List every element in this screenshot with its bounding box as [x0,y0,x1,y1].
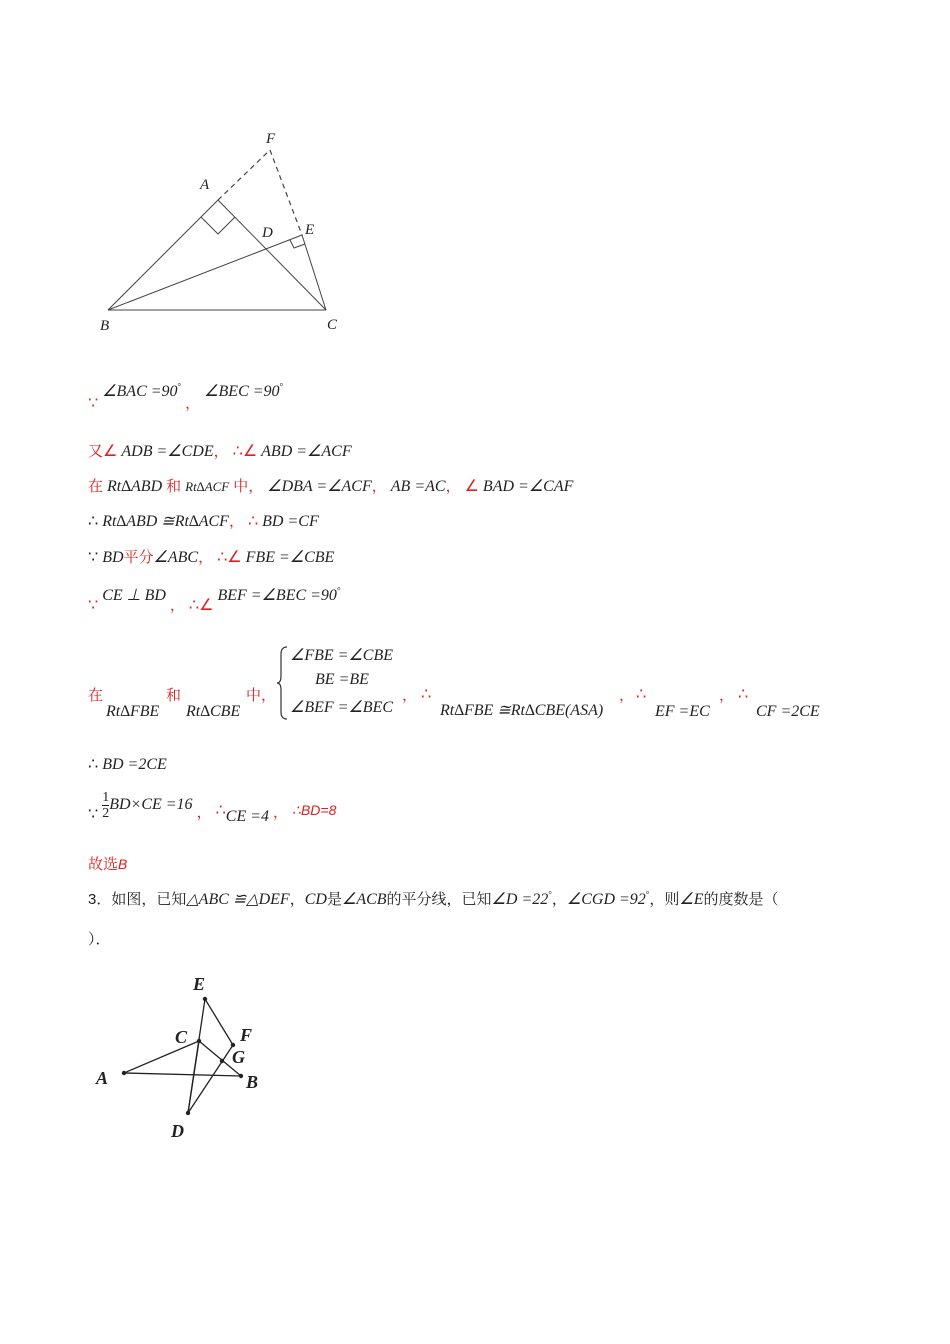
point-B [239,1074,243,1078]
therefore-symbol: ∴ [247,511,259,530]
right-angle-mark-E [290,240,305,248]
point-G [220,1059,224,1063]
math-angle-BAC: ∠BAC =90° [102,381,182,400]
comma: ， [273,803,289,822]
therefore-symbol: ∴ [636,684,647,703]
angle-symbol: ∠ [227,547,242,566]
segment-AB [108,200,218,310]
problem-3-line-2: ）． [88,930,111,948]
therefore-symbol: ∴ [215,800,226,820]
segment-BE [108,235,302,310]
comma: ， [169,596,185,614]
point-E [203,997,207,1001]
math-ADB-CDE: ADB =∠CDE [121,443,214,460]
label-D: D [171,1121,184,1141]
because-symbol: ∵ [88,393,99,412]
math-BAD-CAF: BAD =∠CAF [482,478,574,495]
answer-B: B [118,856,128,872]
proof-line-5 [88,546,334,567]
segment-DF [188,1045,233,1113]
text: 的平分线，已知 [386,890,492,908]
math-AB-AC: AB =AC [390,478,446,495]
math-congruent: Rt∆ABD ≅Rt∆ACF [102,513,229,530]
math-CE-4: CE =4 [225,808,270,826]
math-RtACF: Rt∆ACF [185,479,230,494]
dashed-FE [270,150,302,235]
label-D: D [262,225,273,241]
therefore-symbol: ∴ [738,684,749,703]
label-B: B [246,1072,259,1092]
right-angle-mark-A [201,217,235,234]
therefore-symbol: ∴ [232,441,243,460]
math-angle-D-22: ∠D =22° [491,889,552,908]
angle-symbol: ∠ [199,595,214,614]
comma: ， [185,394,201,412]
because-symbol: ∵ [88,595,99,614]
proof-line-4 [88,510,319,531]
angle-symbol: ∠ [464,476,479,495]
figure-1-triangle [0,0,420,345]
math-BDxCE-16: BD×CE =16 [109,796,193,814]
text: ， [289,890,305,908]
text-he: 和 [166,477,182,495]
comma: ， [719,686,735,704]
math-RtFBE: Rt∆FBE [106,703,160,720]
system-eq-1: ∠FBE =∠CBE [290,647,394,664]
text-pingfen: 平分 [123,548,154,566]
figure-2-triangles [0,960,320,1150]
label-A: A [96,1068,109,1088]
math-CD: CD [304,891,327,908]
system-eq-2: BE =BE [315,671,369,688]
text: 如图，已知 [111,890,187,908]
math-BD: BD [102,549,124,566]
result-BD-8: ∴BD=8 [292,802,337,819]
math-congruent-triangles: △ABC ≌△DEF [186,891,290,908]
math-ABD-ACF: ABD =∠ACF [261,443,352,460]
left-brace [277,646,289,720]
text: 是 [326,890,342,908]
text-he: 和 [166,686,182,704]
proof-line-6 [88,584,341,614]
comma: ， [402,686,418,704]
therefore-symbol: ∴ [421,684,432,703]
math-CF-2CE: CF =2CE [756,703,820,720]
text: ，则 [649,890,680,908]
segment-EF [205,999,233,1045]
text-zhong: 中 [233,477,249,495]
math-angle-BEC: ∠BEC =90° [204,381,284,400]
label-A: A [200,177,210,193]
math-BD-CF: BD =CF [262,513,319,530]
proof-line-2 [88,440,352,461]
math-RtCBE: Rt∆CBE [186,703,241,720]
segment-AC [218,200,326,310]
problem-number: 3． [88,891,112,908]
segment-ED [188,999,205,1113]
text-guxuan: 故选 [88,855,119,873]
therefore-symbol: ∴ [188,595,200,614]
label-E: E [193,974,206,994]
segment-AC [124,1041,199,1073]
comma: ， [619,686,635,704]
text-zhong: 中， [246,686,277,704]
proof-line-9 [88,790,337,826]
math-angle-ABC: ∠ABC [153,549,199,566]
point-D [186,1111,190,1115]
math-angle-CGD-92: ∠CGD =92° [566,889,650,908]
comma: ， [196,803,212,822]
angle-symbol: ∠ [103,441,118,460]
comma: ， [228,512,244,530]
math-FBE-CBE: FBE =∠CBE [245,549,335,566]
text: 的度数是（ [703,890,779,908]
dashed-AF [218,150,270,200]
math-DBA-ACF: ∠DBA =∠ACF [267,478,372,495]
therefore-symbol: ∴ [217,547,228,566]
comma: ， [371,477,387,495]
segment-EC [302,235,326,310]
fraction-one-half: $\frac{1}{2}$ [102,790,110,821]
segment-AB [124,1073,241,1076]
proof-line-3 [88,475,573,496]
text-zai: 在 [88,686,104,704]
math-RtABD: Rt∆ABD [107,478,163,495]
math-angle-E: ∠E [679,891,704,908]
angle-symbol: ∠ [242,441,258,460]
label-G: G [232,1047,245,1067]
math-BD-2CE: BD =2CE [102,756,167,773]
comma: ， [213,442,229,460]
math-CE-perp-BD: CE ⊥ BD [102,587,166,604]
therefore-symbol: ∴ [88,511,99,530]
problem-3-statement [88,888,779,909]
math-RtFBE-congruent-RtCBE: Rt∆FBE ≅Rt∆CBE(ASA) [440,702,604,719]
proof-line-10 [88,853,127,874]
point-C [197,1039,201,1043]
therefore-symbol: ∴ [88,754,99,773]
label-C: C [175,1027,188,1047]
math-angle-ACB: ∠ACB [341,891,387,908]
comma: ， [445,477,461,495]
label-F: F [240,1025,253,1045]
proof-line-8 [88,754,167,774]
comma: ， [198,548,214,566]
label-C: C [327,317,338,333]
math-BEF-BEC: BEF =∠BEC =90° [217,585,341,604]
text: ， [551,890,567,908]
label-B: B [100,318,110,334]
because-symbol: ∵ [88,804,99,824]
comma: ， [248,477,264,495]
point-A [122,1071,126,1075]
text-zai: 在 [88,477,104,495]
label-E: E [305,222,315,238]
label-F: F [266,131,276,147]
system-eq-3: ∠BEF =∠BEC [290,699,394,716]
math-EF-EC: EF =EC [655,703,710,720]
text-you: 又 [88,442,104,460]
proof-line-1 [88,380,284,412]
because-symbol: ∵ [88,547,99,566]
